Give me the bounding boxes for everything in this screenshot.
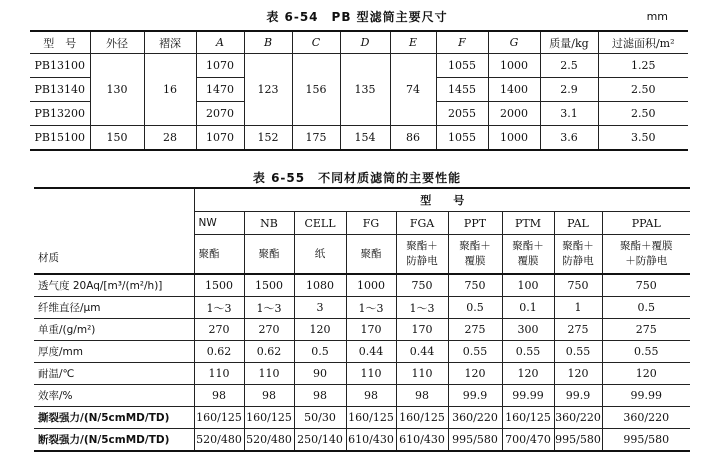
value-cell: 120 <box>448 363 502 385</box>
value-cell: 50/30 <box>294 407 346 429</box>
value-cell: 520/480 <box>194 429 244 452</box>
property-label: 撕裂强力/(N/5cmMD/TD) <box>34 407 194 429</box>
header-cell: G <box>488 31 540 54</box>
outer-diameter-cell: 150 <box>90 126 144 151</box>
value-cell: 300 <box>502 319 554 341</box>
model-cell: PB13200 <box>30 102 90 126</box>
value-cell: 1～3 <box>396 297 448 319</box>
value-cell: 0.1 <box>502 297 554 319</box>
header-cell: 过滤面积/m² <box>598 31 688 54</box>
property-label: 厚度/mm <box>34 341 194 363</box>
material-cell <box>554 235 602 275</box>
model-code-cell: PAL <box>554 212 602 235</box>
value-cell: 1500 <box>194 274 244 297</box>
row-header-corner <box>34 188 194 274</box>
material-cell <box>294 235 346 275</box>
material-line: 聚酯 <box>198 247 220 260</box>
value-cell: 995/580 <box>448 429 502 452</box>
header-cell: 质量/kg <box>540 31 598 54</box>
table1-unit: mm <box>646 10 668 23</box>
property-label: 断裂强力/(N/5cmMD/TD) <box>34 429 194 452</box>
property-label: 效率/% <box>34 385 194 407</box>
table-row <box>34 274 690 297</box>
header-cell: D <box>340 31 390 54</box>
value-cell: 3 <box>294 297 346 319</box>
material-line: 聚酯 <box>258 247 280 260</box>
value-cell: 99.99 <box>602 385 690 407</box>
material-cell <box>602 235 690 275</box>
value-cell: 1～3 <box>244 297 294 319</box>
material-line: 聚酯＋ <box>406 240 438 252</box>
value-cell: 275 <box>554 319 602 341</box>
material-line: 覆膜 <box>464 255 486 267</box>
model-code-cell: FGA <box>396 212 448 235</box>
table-row <box>30 54 688 78</box>
value-cell: 99.9 <box>554 385 602 407</box>
value-cell: 360/220 <box>448 407 502 429</box>
value-cell: 98 <box>244 385 294 407</box>
material-line: 纸 <box>314 247 326 260</box>
model-code-cell: PPAL <box>602 212 690 235</box>
value-cell: 98 <box>194 385 244 407</box>
value-cell: 170 <box>396 319 448 341</box>
material-line: 覆膜 <box>517 255 539 267</box>
area-cell: 2.50 <box>598 78 688 102</box>
value-cell: 110 <box>346 363 396 385</box>
material-label: 材质 <box>38 252 59 264</box>
area-cell: 3.50 <box>598 126 688 151</box>
pleat-depth-cell: 16 <box>144 54 196 126</box>
f-cell: 2055 <box>436 102 488 126</box>
model-cell: PB15100 <box>30 126 90 151</box>
value-cell: 110 <box>194 363 244 385</box>
property-label: 耐温/℃ <box>34 363 194 385</box>
value-cell: 160/125 <box>194 407 244 429</box>
table1-title: 表 6-54 PB 型滤筒主要尺寸 <box>266 10 448 24</box>
b-cell: 152 <box>244 126 292 151</box>
value-cell: 0.5 <box>294 341 346 363</box>
value-cell: 1 <box>554 297 602 319</box>
value-cell: 1～3 <box>346 297 396 319</box>
value-cell: 160/125 <box>396 407 448 429</box>
value-cell: 0.55 <box>602 341 690 363</box>
value-cell: 0.55 <box>554 341 602 363</box>
pb-dimensions-table <box>30 30 688 151</box>
material-line: 防静电 <box>406 255 438 267</box>
table2-title: 表 6-55 不同材质滤筒的主要性能 <box>252 171 462 185</box>
header-cell: 外径 <box>90 31 144 54</box>
table1-header-row <box>30 31 688 54</box>
material-cell <box>448 235 502 275</box>
model-code-cell: PPT <box>448 212 502 235</box>
material-cell <box>396 235 448 275</box>
d-cell: 154 <box>340 126 390 151</box>
material-cell <box>502 235 554 275</box>
material-cell <box>346 235 396 275</box>
f-cell: 1455 <box>436 78 488 102</box>
value-cell: 90 <box>294 363 346 385</box>
value-cell: 270 <box>194 319 244 341</box>
value-cell: 1000 <box>346 274 396 297</box>
table-row <box>34 297 690 319</box>
header-cell: E <box>390 31 436 54</box>
value-cell: 120 <box>502 363 554 385</box>
material-cell <box>194 235 244 275</box>
pleat-depth-cell: 28 <box>144 126 196 151</box>
value-cell: 0.62 <box>194 341 244 363</box>
value-cell: 99.99 <box>502 385 554 407</box>
model-group-header: 型 号 <box>194 188 690 212</box>
mass-cell: 3.6 <box>540 126 598 151</box>
value-cell: 750 <box>396 274 448 297</box>
a-cell: 1070 <box>196 54 244 78</box>
material-line: 聚酯＋ <box>459 240 491 252</box>
value-cell: 0.5 <box>602 297 690 319</box>
value-cell: 160/125 <box>346 407 396 429</box>
value-cell: 98 <box>294 385 346 407</box>
c-cell: 156 <box>292 54 340 126</box>
table-row <box>34 319 690 341</box>
g-cell: 2000 <box>488 102 540 126</box>
value-cell: 0.62 <box>244 341 294 363</box>
value-cell: 520/480 <box>244 429 294 452</box>
table-row <box>34 363 690 385</box>
value-cell: 120 <box>602 363 690 385</box>
g-cell: 1000 <box>488 54 540 78</box>
material-line: 聚酯 <box>360 247 382 260</box>
value-cell: 275 <box>602 319 690 341</box>
header-cell: B <box>244 31 292 54</box>
header-cell: 型 号 <box>30 31 90 54</box>
value-cell: 610/430 <box>346 429 396 452</box>
area-cell: 2.50 <box>598 102 688 126</box>
value-cell: 160/125 <box>244 407 294 429</box>
header-cell: A <box>196 31 244 54</box>
model-code-cell: PTM <box>502 212 554 235</box>
value-cell: 99.9 <box>448 385 502 407</box>
value-cell: 1080 <box>294 274 346 297</box>
material-line: ＋防静电 <box>625 255 668 267</box>
property-label: 纤维直径/μm <box>34 297 194 319</box>
value-cell: 995/580 <box>602 429 690 452</box>
outer-diameter-cell: 130 <box>90 54 144 126</box>
property-label: 单重/(g/m²) <box>34 319 194 341</box>
material-line: 聚酯＋ <box>512 240 544 252</box>
value-cell: 0.55 <box>502 341 554 363</box>
value-cell: 1～3 <box>194 297 244 319</box>
value-cell: 275 <box>448 319 502 341</box>
material-line: 聚酯＋ <box>562 240 594 252</box>
f-cell: 1055 <box>436 126 488 151</box>
b-cell: 123 <box>244 54 292 126</box>
e-cell: 86 <box>390 126 436 151</box>
model-code-cell: NW <box>194 212 244 235</box>
mass-cell: 3.1 <box>540 102 598 126</box>
mass-cell: 2.5 <box>540 54 598 78</box>
a-cell: 1070 <box>196 126 244 151</box>
value-cell: 250/140 <box>294 429 346 452</box>
model-code-cell: FG <box>346 212 396 235</box>
mass-cell: 2.9 <box>540 78 598 102</box>
value-cell: 995/580 <box>554 429 602 452</box>
value-cell: 360/220 <box>602 407 690 429</box>
table-row <box>34 341 690 363</box>
filter-material-performance-table <box>34 187 690 452</box>
value-cell: 98 <box>396 385 448 407</box>
value-cell: 110 <box>244 363 294 385</box>
value-cell: 100 <box>502 274 554 297</box>
value-cell: 270 <box>244 319 294 341</box>
header-cell: F <box>436 31 488 54</box>
value-cell: 750 <box>554 274 602 297</box>
value-cell: 610/430 <box>396 429 448 452</box>
material-line: 防静电 <box>562 255 594 267</box>
table-row <box>30 126 688 151</box>
c-cell: 175 <box>292 126 340 151</box>
model-cell: PB13140 <box>30 78 90 102</box>
g-cell: 1000 <box>488 126 540 151</box>
value-cell: 700/470 <box>502 429 554 452</box>
g-cell: 1400 <box>488 78 540 102</box>
table-row <box>34 429 690 452</box>
value-cell: 1500 <box>244 274 294 297</box>
area-cell: 1.25 <box>598 54 688 78</box>
material-line: 聚酯＋覆膜 <box>620 240 673 252</box>
header-cell: C <box>292 31 340 54</box>
material-cell <box>244 235 294 275</box>
model-code-cell: NB <box>244 212 294 235</box>
value-cell: 120 <box>554 363 602 385</box>
f-cell: 1055 <box>436 54 488 78</box>
model-code-cell: CELL <box>294 212 346 235</box>
value-cell: 170 <box>346 319 396 341</box>
table-row <box>34 385 690 407</box>
value-cell: 120 <box>294 319 346 341</box>
a-cell: 1470 <box>196 78 244 102</box>
model-cell: PB13100 <box>30 54 90 78</box>
value-cell: 98 <box>346 385 396 407</box>
value-cell: 750 <box>448 274 502 297</box>
header-cell: 褶深 <box>144 31 196 54</box>
property-label: 透气度 20Aq/[m³/(m²/h)] <box>34 274 194 297</box>
d-cell: 135 <box>340 54 390 126</box>
value-cell: 750 <box>602 274 690 297</box>
value-cell: 0.44 <box>396 341 448 363</box>
a-cell: 2070 <box>196 102 244 126</box>
e-cell: 74 <box>390 54 436 126</box>
value-cell: 0.44 <box>346 341 396 363</box>
value-cell: 160/125 <box>502 407 554 429</box>
table-row <box>34 407 690 429</box>
value-cell: 0.55 <box>448 341 502 363</box>
value-cell: 0.5 <box>448 297 502 319</box>
value-cell: 360/220 <box>554 407 602 429</box>
value-cell: 110 <box>396 363 448 385</box>
